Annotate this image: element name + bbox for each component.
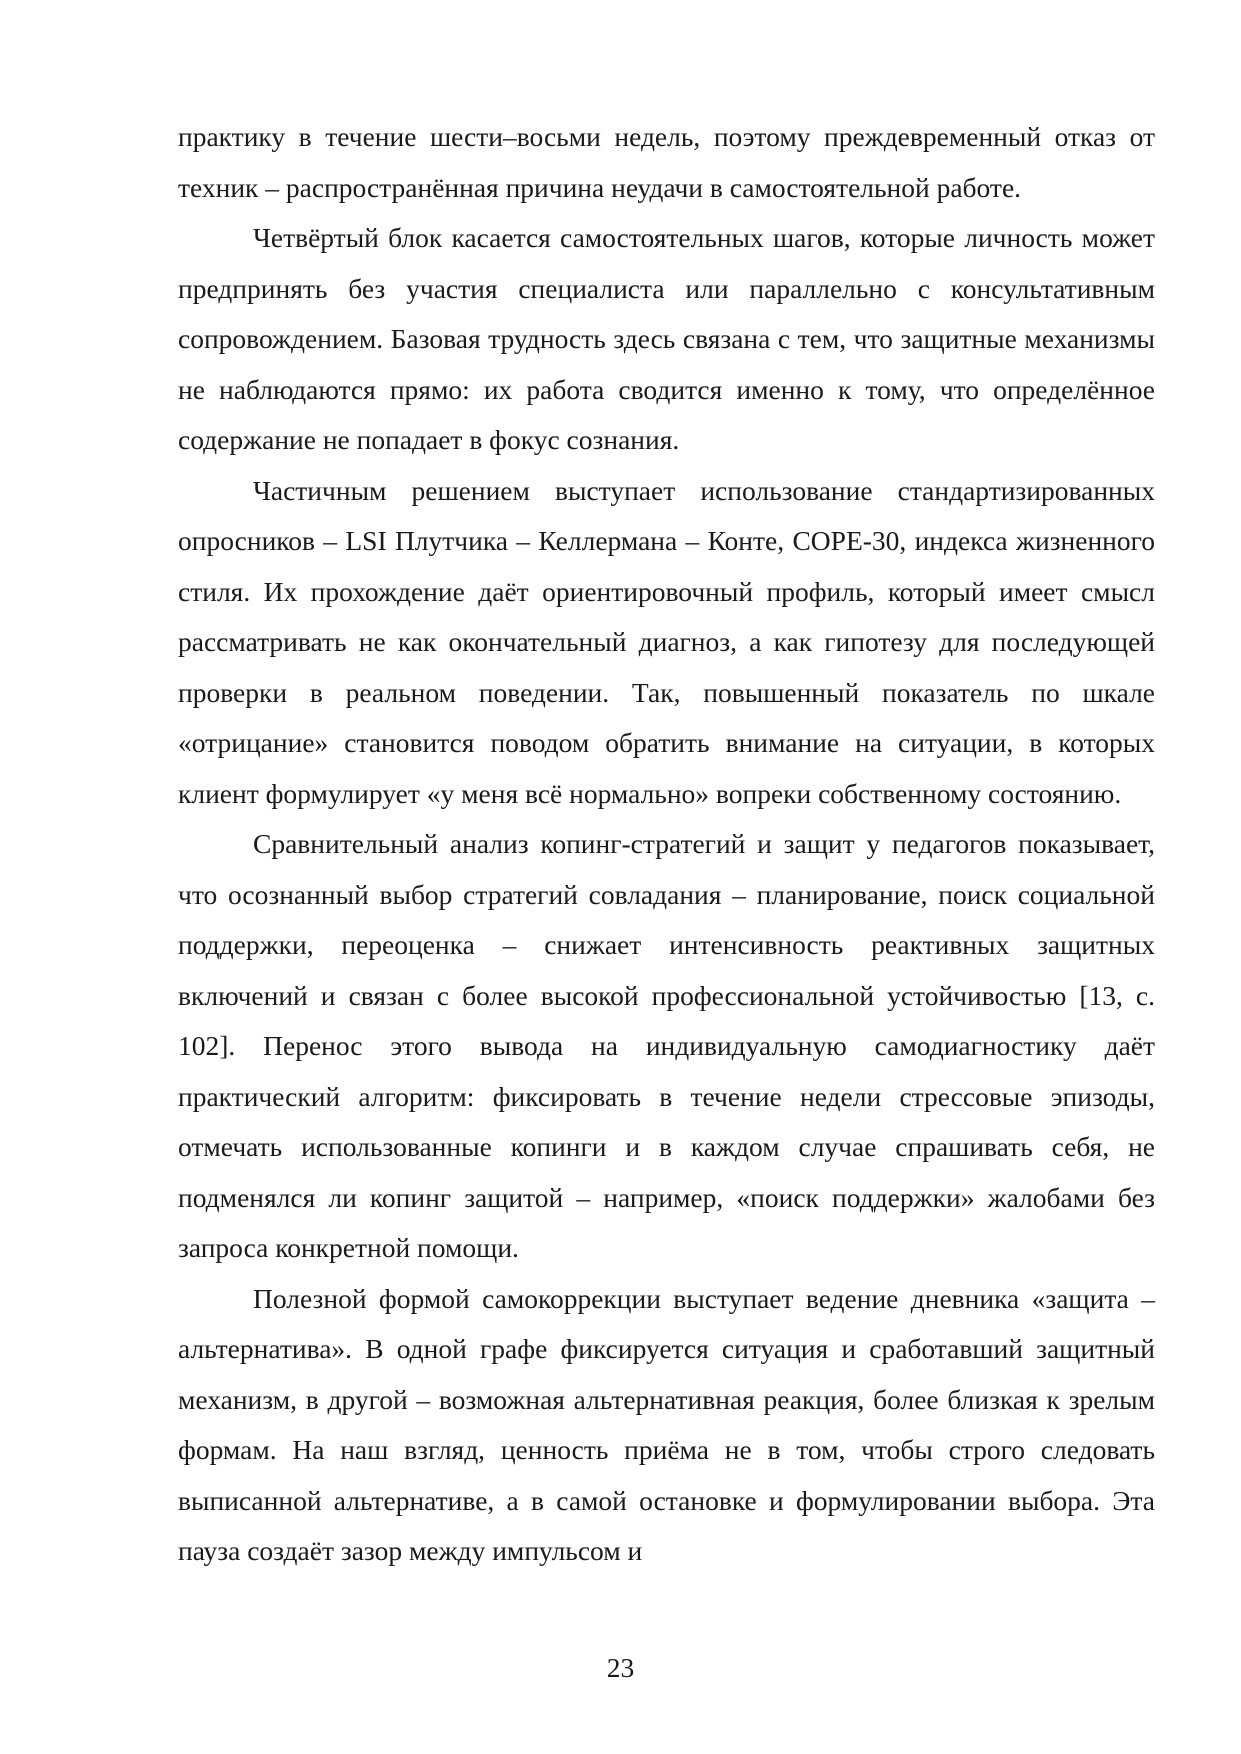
paragraph: Частичным решением выступает использование стандартизированных опросников – LSI Плутчика – Келлермана – Конте, COPE-30, индекса жизненного стиля. Их прохождение даёт ориентировочный профиль, который имеет смысл рассматривать не как окончательный диагноз, а как гипотезу для последующей проверки в реальном поведении. Так, повышенный показатель по шкале «отрицание» становится поводом обратить внимание на ситуации, в которых клиент формулирует «у меня всё нормально» вопреки собственному состоянию. (178, 474, 1155, 809)
paragraph: Полезной формой самокоррекции выступает ведение дневника «защита – альтернатива». В одной графе фиксируется ситуация и сработавший защитный механизм, в другой – возможная альтернативная реакция, более близкая к зрелым формам. На наш взгляд, ценность приёма не в том, чтобы строго следовать выписанной альтернативе, а в самой остановке и формулировании выбора. Эта пауза создаёт зазор между импульсом и (178, 1282, 1155, 1566)
paragraph-continued: практику в течение шести–восьми недель, поэтому преждевременный отказ от техник – распространённая причина неудачи в самостоятельной работе. (178, 121, 1155, 203)
paragraph: Четвёртый блок касается самостоятельных шагов, которые личность может предпринять без участия специалиста или параллельно с консультативным сопровождением. Базовая трудность здесь связана с тем, что защитные механизмы не наблюдаются прямо: их работа сводится именно к тому, что определённое содержание не попадает в фокус сознания. (178, 222, 1155, 455)
page-number: 23 (606, 1652, 635, 1683)
body-text (178, 112, 1155, 1577)
paragraph: Сравнительный анализ копинг-стратегий и защит у педагогов показывает, что осознанный выбор стратегий совладания – планирование, поиск социальной поддержки, переоценка – снижает интенсивность реактивных защитных включений и связан с более высокой профессиональной устойчивостью [13, с. 102]. Перенос этого вывода на индивидуальную самодиагностику даёт практический алгоритм: фиксировать в течение недели стрессовые эпизоды, отмечать использованные копинги и в каждом случае спрашивать себя, не подменялся ли копинг защитой – например, «поиск поддержки» жалобами без запроса конкретной помощи. (178, 828, 1155, 1263)
